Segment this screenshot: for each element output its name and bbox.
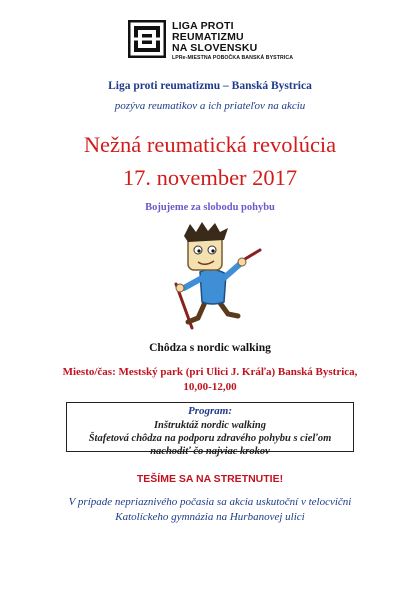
- program-item: nachodiť čo najviac krokov: [150, 446, 270, 457]
- logo-text: [172, 21, 257, 54]
- greeting-text: TEŠÍME SA NA STRETNUTIE!: [136, 473, 284, 485]
- liga-logo-icon: [128, 20, 166, 58]
- event-title: Nežná reumatická revolúcia: [83, 132, 337, 157]
- invitation-text: pozýva reumatikov a ich priateľov na akciu: [114, 100, 306, 112]
- organizer-name: Liga proti reumatizmu – Banská Bystrica: [108, 80, 312, 92]
- logo-line-3: NA SLOVENSKU: [172, 42, 258, 54]
- logo-line-1: LIGA PROTI: [172, 20, 234, 32]
- weather-note-line-2: Katolíckeho gymnázia na Hurbanovej ulici: [115, 511, 305, 523]
- logo-subtitle: LPRe-MIESTNA POBOČKA BANSKÁ BYSTRICA: [172, 55, 294, 61]
- weather-note-line-1: V prípade nepriaznivého počasia sa akcia uskutoční v telocvični: [68, 496, 352, 508]
- event-motto: Bojujeme za slobodu pohybu: [145, 202, 275, 213]
- program-item: Štafetová chôdza na podporu zdravého pohybu s cieľom: [88, 433, 332, 444]
- program-heading: Program:: [188, 405, 232, 417]
- activity-title: Chôdza s nordic walking: [149, 342, 271, 354]
- logo-line-2: REUMATIZMU: [172, 31, 244, 43]
- time-text: 10,00-12,00: [183, 381, 237, 393]
- program-item: Inštruktáž nordic walking: [153, 420, 267, 431]
- organization-logo: [128, 20, 328, 66]
- event-date: 17. november 2017: [122, 165, 298, 190]
- nordic-walker-illustration: [158, 222, 268, 330]
- location-text: Miesto/čas: Mestský park (pri Ulici J. Kráľa) Banská Bystrica,: [62, 366, 358, 378]
